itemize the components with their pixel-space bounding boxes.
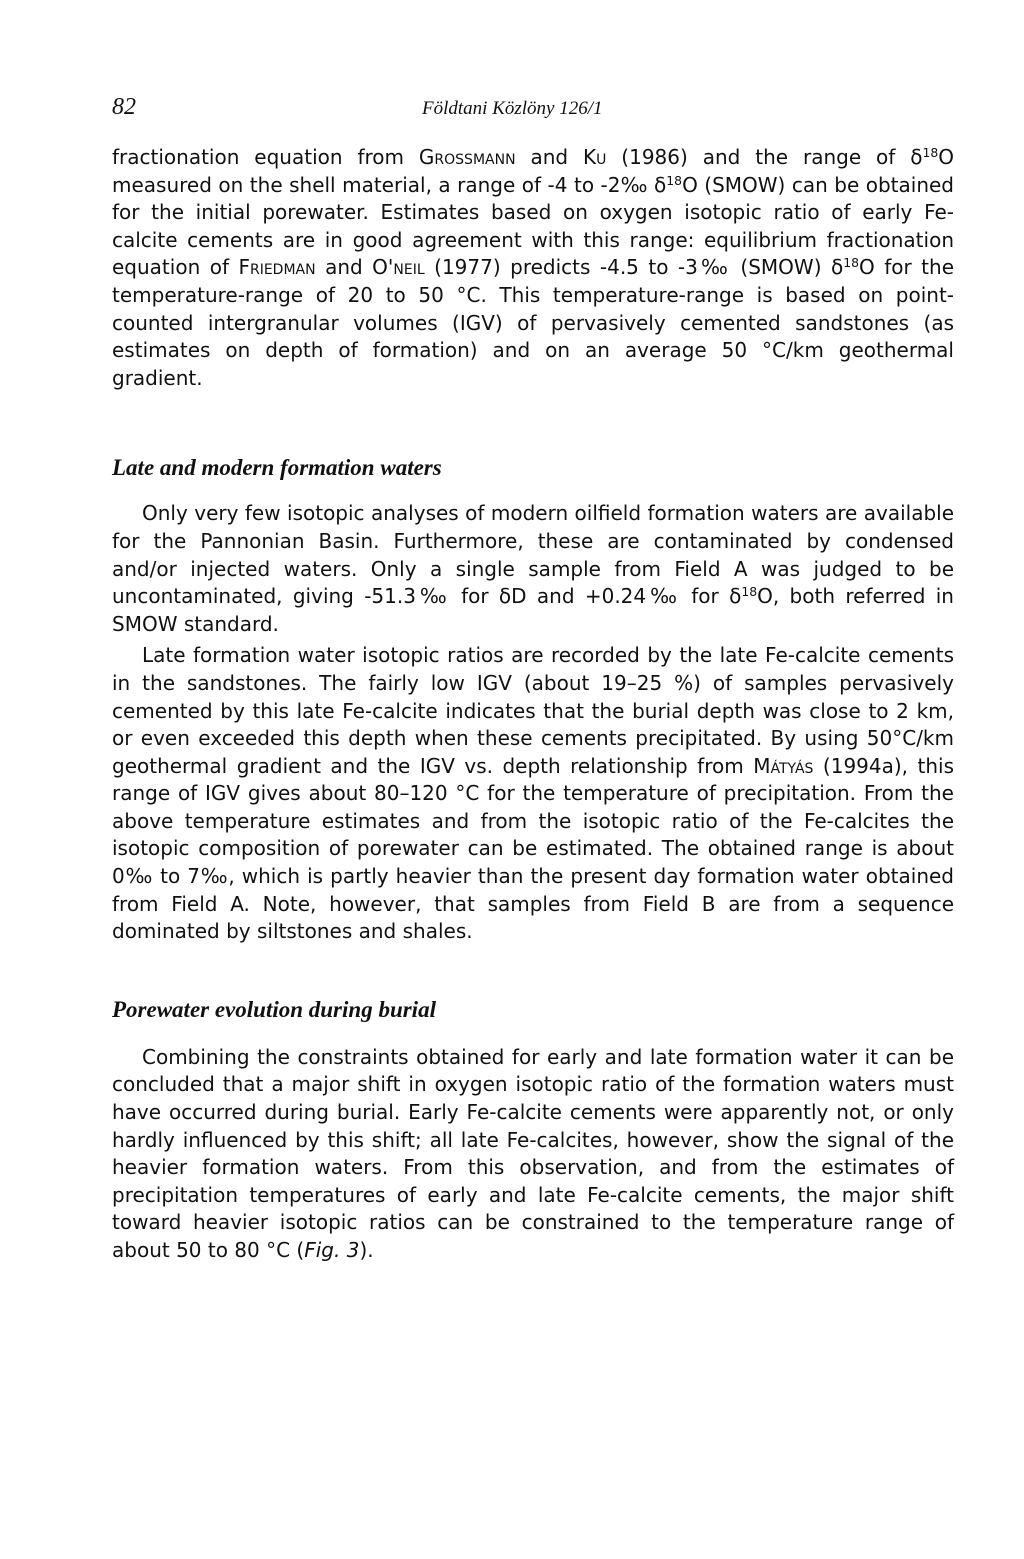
- paragraph-initial-porewater: fractionation equation from Grossmann and Ku (1986) and the range of $\delta^{18}O$ measured on the shell material, a range of -4 to -2‰ $\delta^{18}O$ (SMOW) can be obtained for the initial porewater. Estimates based on oxygen isotopic ratio of early Fe-calcite cements are in good agreement with this range: equilibrium fractionation equation of Friedman and O'neil (1977) predicts -4.5 to -3‰ (SMOW) $\delta^{18}O$ for the temperature-range of 20 to 50 °C. This temperature-range is based on point-counted intergranular volumes (IGV) of pervasively cemented sandstones (as estimates on depth of formation) and on an average 50 °C/km geothermal gradient.: [112, 145, 955, 390]
- section-title-late-modern-waters: Late and modern formation waters: [112, 455, 442, 481]
- paragraph-modern-waters: Only very few isotopic analyses of modern oilfield formation waters are available for the Pannonian Basin. Furthermore, these are contaminated by condensed and/or injected waters. Only a single sample from Field A was judged to be uncontaminated, giving -51.3‰ for δD and +0.24‰ for $\delta^{18}O$, both referred in SMOW standard.: [112, 501, 954, 636]
- journal-title: Földtani Közlöny 126/1: [422, 98, 603, 119]
- paragraph-late-formation-water: Late formation water isotopic ratios are recorded by the late Fe-calcite cements in the sandstones. The fairly low IGV (about 19–25 %) of samples pervasively cemented by this late Fe-calcite indicates that the burial depth was close to 2 km, or even exceeded this depth when these cements precipitated. By using 50°C/km geothermal gradient and the IGV vs. depth relationship from Mátyás (1994a), this range of IGV gives about 80–120 °C for the temperature of precipitation. From the above temperature estimates and from the isotopic ratio of the Fe-calcites the isotopic composition of porewater can be estimated. The obtained range is about 0‰ to 7‰, which is partly heavier than the present day formation water obtained from Field A. Note, however, that samples from Field B are from a sequence dominated by siltstones and shales.: [112, 643, 954, 944]
- running-head: [112, 92, 954, 122]
- page-number: 82: [112, 94, 136, 120]
- section-title-porewater-evolution: Porewater evolution during burial: [112, 996, 436, 1022]
- paragraph-porewater-evolution: Combining the constraints obtained for early and late formation water it can be concluded that a major shift in oxygen isotopic ratio of the formation waters must have occurred during burial. Early Fe-calcite cements were apparently not, or only hardly influenced by this shift; all late Fe-calcites, however, show the signal of the heavier formation waters. From this observation, and from the estimates of precipitation temperatures of early and late Fe-calcite cements, the major shift toward heavier isotopic ratios can be constrained to the temperature range of about 50 to 80 °C (Fig. 3).: [112, 1044, 954, 1262]
- page: [112, 92, 954, 1265]
